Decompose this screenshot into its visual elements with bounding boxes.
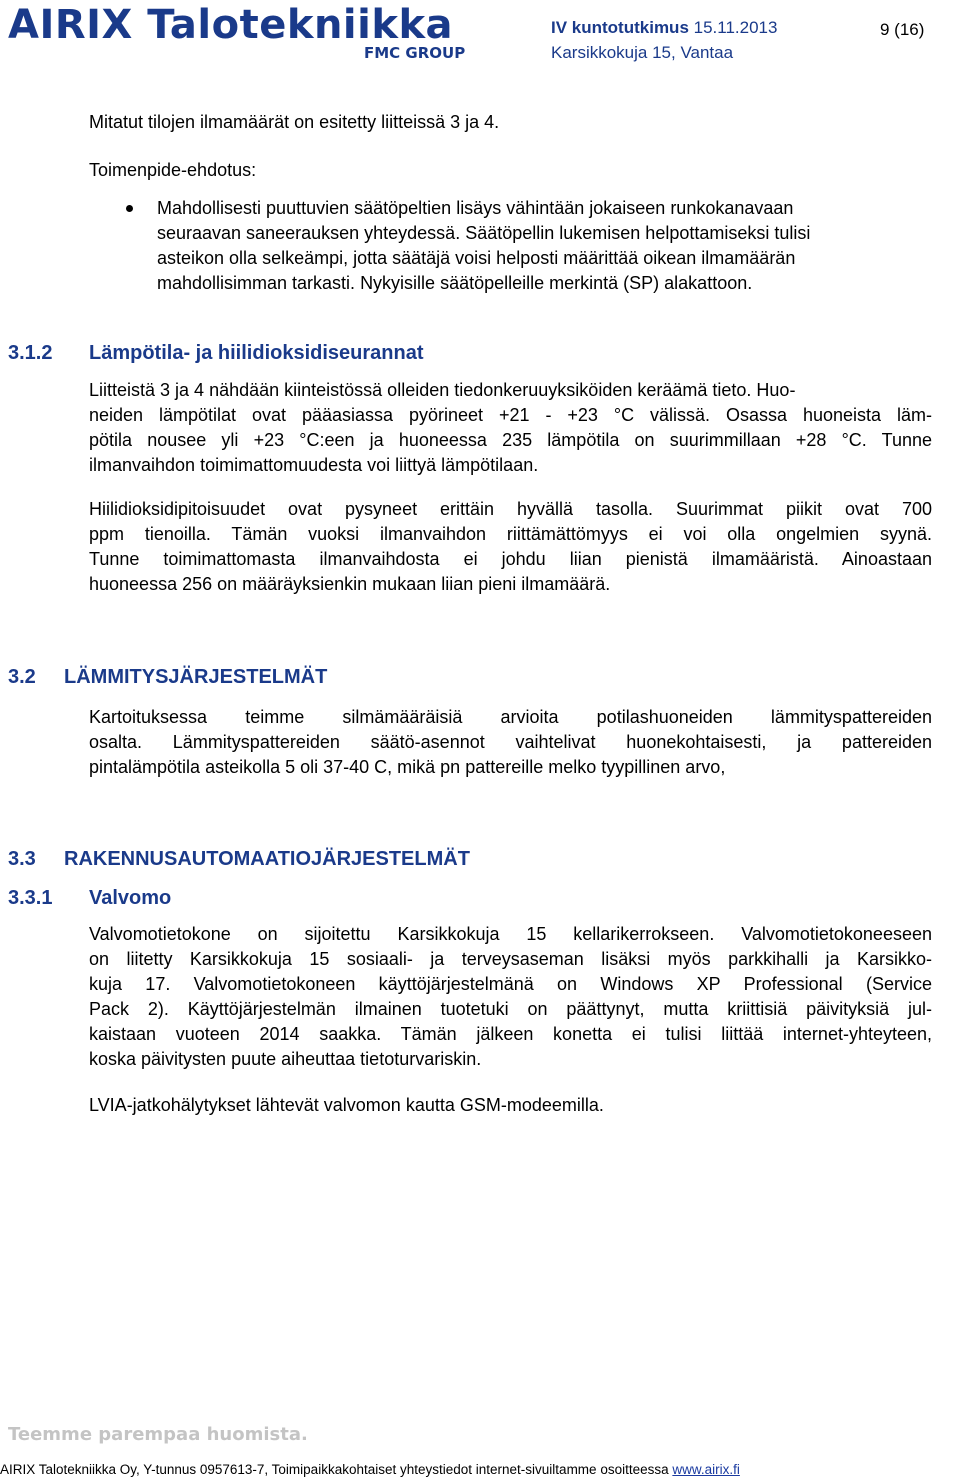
company-logo: AIRIX Talotekniikka	[8, 2, 454, 48]
paragraph-line: pötila nousee yli +23 °C:een ja huoneessa 235 lämpötila on suurimmillaan +28 °C. Tunne	[89, 430, 932, 450]
page-number: 9 (16)	[880, 20, 925, 39]
paragraph-line: Pack 2). Käyttöjärjestelmän ilmainen tuotetuki on päättynyt, mutta kriittisiä päivityksiä jul-	[89, 999, 932, 1019]
bullet-line: Mahdollisesti puuttuvien säätöpeltien lisäys vähintään jokaiseen runkokanavaan	[157, 198, 794, 218]
paragraph-line: Tunne toimimattomasta ilmanvaihdosta ei johdu liian pienistä ilmamääristä. Ainoastaan	[89, 549, 932, 569]
paragraph-line: osalta. Lämmityspattereiden säätö-asennot vaihtelivat huonekohtaisesti, ja pattereiden	[89, 732, 932, 752]
document-title	[551, 18, 777, 38]
bullet-line: mahdollisimman tarkasti. Nykyisille säätöpelleille merkintä (SP) alakattoon.	[157, 273, 753, 293]
paragraph: LVIA-jatkohälytykset lähtevät valvomon kautta GSM-modeemilla.	[89, 1095, 604, 1115]
paragraph-line: ilmanvaihdon toimimattomuudesta voi liittyä lämpötilaan.	[89, 455, 539, 475]
paragraph-line: Hiilidioksidipitoisuudet ovat pysyneet erittäin hyvällä tasolla. Suurimmat piikit ovat 700	[89, 499, 932, 519]
footer-slogan: Teemme parempaa huomista.	[8, 1424, 308, 1445]
section-number: 3.3.1	[8, 887, 53, 909]
document-address: Karsikkokuja 15, Vantaa	[551, 43, 734, 62]
paragraph-line: ppm tienoilla. Tämän vuoksi ilmanvaihdon riittämättömyys ei voi olla ongelmien syynä.	[89, 524, 932, 544]
paragraph	[89, 705, 932, 780]
logo-subtitle: FMC GROUP	[364, 44, 466, 62]
bullet-icon	[126, 205, 133, 212]
paragraph-line: Valvomotietokone on sijoitettu Karsikkokuja 15 kellarikerrokseen. Valvomotietokoneeseen	[89, 924, 932, 944]
bullet-line: seuraavan saneerauksen yhteydessä. Säätöpellin lukemisen helpottamiseksi tulisi	[157, 223, 811, 243]
intro-text: Mitatut tilojen ilmamäärät on esitetty liitteissä 3 ja 4.	[89, 112, 500, 132]
paragraph-line: kaistaan vuoteen 2014 saakka. Tämän jälkeen konetta ei tulisi liittää internet-yhteyteen,	[89, 1024, 932, 1044]
toimenpide-label: Toimenpide-ehdotus:	[89, 160, 257, 180]
section-title: RAKENNUSAUTOMAATIOJÄRJESTELMÄT	[64, 848, 470, 870]
paragraph-line: koska päivitysten puute aiheuttaa tietoturvariskin.	[89, 1049, 482, 1069]
paragraph-line: huoneessa 256 on määräyksienkin mukaan liian pieni ilmamäärä.	[89, 574, 611, 594]
section-title: Valvomo	[89, 887, 172, 909]
website-link[interactable]: www.airix.fi	[672, 1462, 740, 1477]
section-number: 3.1.2	[8, 342, 53, 364]
section-number: 3.2	[8, 666, 36, 688]
paragraph	[89, 378, 932, 478]
section-number: 3.3	[8, 848, 36, 870]
paragraph-line: neiden lämpötilat ovat pääasiassa pyörineet +21 - +23 °C välissä. Osassa huoneista läm-	[89, 405, 932, 425]
paragraph	[89, 497, 932, 597]
section-title: Lämpötila- ja hiilidioksidiseurannat	[89, 342, 424, 364]
footer-text: AIRIX Talotekniikka Oy, Y-tunnus 0957613-7, Toimipaikkakohtaiset yhteystiedot internet-sivuiltamme osoitteessa	[0, 1462, 673, 1477]
bullet-line: asteikon olla selkeämpi, jotta säätäjä voisi helposti määrittää oikean ilmamäärän	[157, 248, 796, 268]
section-title: LÄMMITYSJÄRJESTELMÄT	[64, 666, 328, 688]
paragraph-line: pintalämpötila asteikolla 5 oli 37-40 C, mikä pn pattereille melko tyypillinen arvo,	[89, 757, 726, 777]
paragraph-line: Kartoituksessa teimme silmämääräisiä arvioita potilashuoneiden lämmityspattereiden	[89, 707, 932, 727]
paragraph	[89, 922, 932, 1072]
paragraph-line: on liitetty Karsikkokuja 15 sosiaali- ja terveysaseman lisäksi myös parkkihalli ja Karsikko-	[89, 949, 932, 969]
footer-contact	[0, 1462, 740, 1477]
paragraph-line: Liitteistä 3 ja 4 nähdään kiinteistössä olleiden tiedonkeruuyksiköiden keräämä tieto.	[89, 380, 752, 400]
doc-title-text: IV kuntotutkimus	[551, 18, 689, 37]
doc-date: 15.11.2013	[693, 18, 778, 37]
paragraph-line: Huo-	[756, 380, 796, 400]
paragraph-line: kuja 17. Valvomotietokoneen käyttöjärjestelmänä on Windows XP Professional (Service	[89, 974, 932, 994]
